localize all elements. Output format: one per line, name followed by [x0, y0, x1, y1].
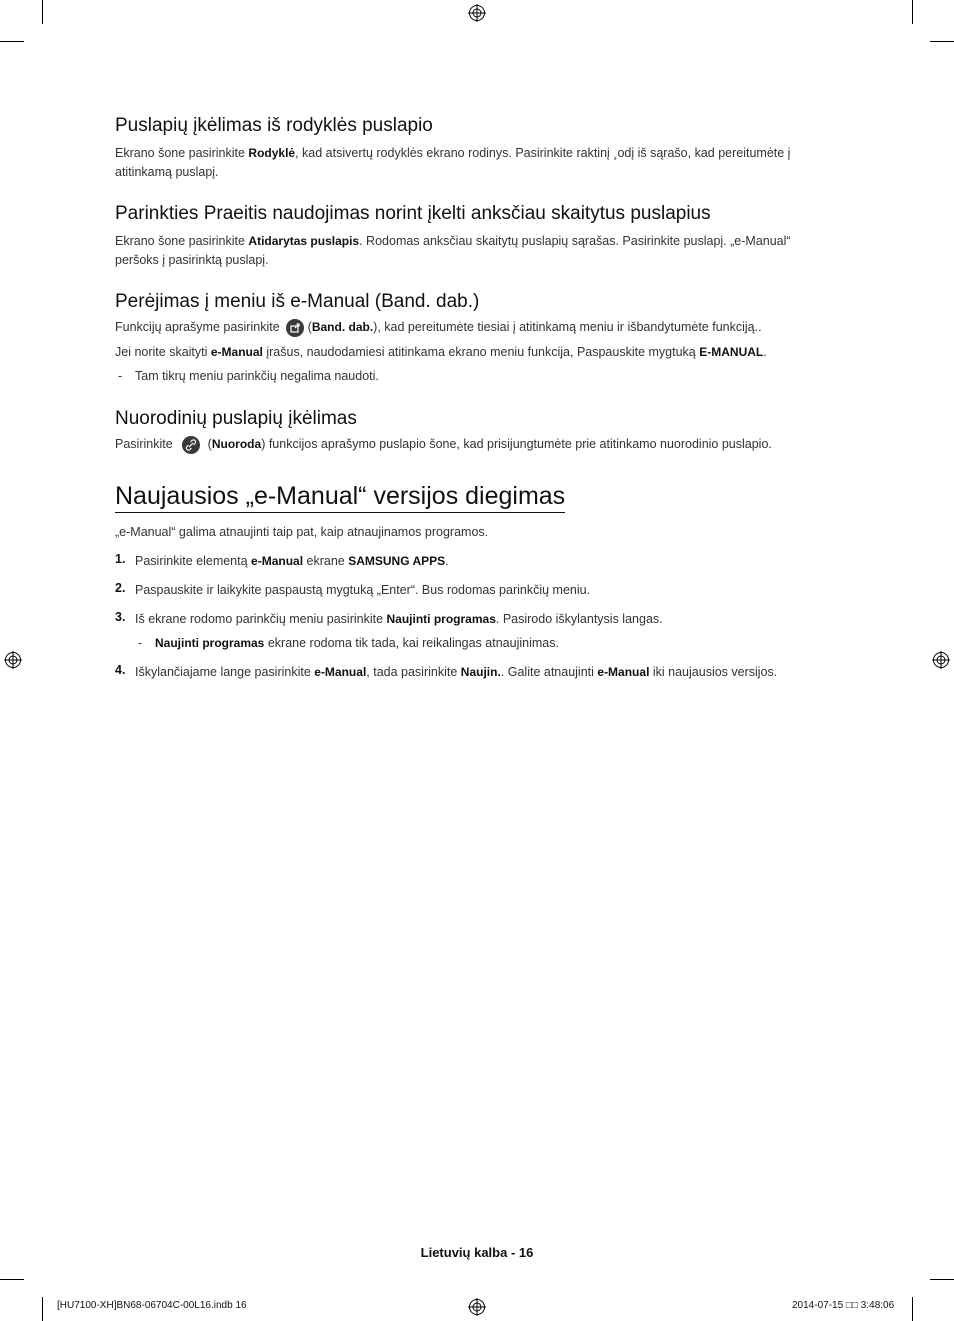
crop-mark: [0, 41, 24, 42]
menu-term: e-Manual: [597, 665, 650, 679]
registration-mark-icon: [4, 651, 22, 669]
step-text: [135, 610, 815, 629]
step-text: [135, 663, 815, 682]
menu-term: e-Manual: [314, 665, 367, 679]
section-text: [115, 343, 815, 362]
crop-mark: [42, 0, 43, 24]
section-title: Nuorodinių puslapių įkėlimas: [115, 408, 357, 429]
text: iki naujausios versijos.: [649, 665, 778, 679]
step-number: 2.: [115, 581, 126, 595]
crop-mark: [912, 0, 913, 24]
text: Pasirinkite: [115, 437, 173, 451]
crop-mark: [930, 1279, 954, 1280]
menu-term: SAMSUNG APPS: [348, 554, 446, 568]
menu-term: e-Manual: [251, 554, 304, 568]
text: .: [763, 345, 767, 359]
menu-term: Naujin.: [460, 665, 501, 679]
section-text: [115, 318, 815, 337]
crop-mark: [930, 41, 954, 42]
note: [115, 367, 815, 386]
section-title: Puslapių įkėlimas iš rodyklės puslapio: [115, 115, 433, 136]
text: Pasirinkite elementą: [135, 554, 252, 568]
menu-term: e-Manual: [210, 345, 263, 359]
step-number: 4.: [115, 663, 126, 677]
dash: -: [118, 369, 123, 383]
intro-text: „e-Manual“ galima atnaujinti taip pat, kaip atnaujinamos programos.: [115, 525, 489, 539]
try-now-icon: [286, 319, 304, 337]
dash: -: [138, 636, 143, 650]
text: ekrane rodoma tik tada, kai reikalingas atnaujinimas.: [264, 636, 559, 650]
text: , tada pasirinkite: [366, 665, 461, 679]
crop-mark: [0, 1279, 24, 1280]
menu-term: Nuoroda: [211, 437, 262, 451]
section-title: Parinkties Praeitis naudojimas norint įkelti anksčiau skaitytus puslapius: [115, 203, 711, 224]
text: ), kad pereitumėte tiesiai į atitinkamą meniu ir išbandytumėte funkciją..: [373, 320, 762, 334]
section-title: Perėjimas į meniu iš e-Manual (Band. dab.): [115, 291, 480, 312]
registration-mark-icon: [932, 651, 950, 669]
text: . Galite atnaujinti: [500, 665, 598, 679]
menu-term: Naujinti programas: [386, 612, 496, 626]
text: Paspauskite ir laikykite paspaustą mygtuką „Enter“. Bus rodomas parinkčių meniu.: [135, 583, 591, 597]
section-text: [115, 232, 815, 270]
text: Funkcijų aprašyme pasirinkite: [115, 320, 280, 334]
section-text: [115, 144, 815, 182]
text: . Rodomas anksčiau skaitytų puslapių sąrašas. Pasirinkite puslapį. „e-Manual“ peršoks į pasirinktą puslapį.: [115, 234, 791, 267]
text: (: [307, 320, 312, 334]
text: ekrane: [303, 554, 349, 568]
link-icon: [182, 436, 200, 454]
menu-term: Atidarytas puslapis: [248, 234, 360, 248]
page-title: Naujausios „e-Manual“ versijos diegimas: [115, 482, 565, 513]
crop-mark: [912, 1297, 913, 1321]
text: Iškylančiajame lange pasirinkite: [135, 665, 315, 679]
text: . Pasirodo iškylantysis langas.: [495, 612, 663, 626]
text: Jei norite skaityti: [115, 345, 211, 359]
registration-mark-icon: [468, 4, 486, 22]
text: Ekrano šone pasirinkite: [115, 234, 249, 248]
crop-mark: [42, 1297, 43, 1321]
file-label: [HU7100-XH]BN68-06704C-00L16.indb 16: [57, 1300, 247, 1311]
button-term: E-MANUAL: [699, 345, 764, 359]
text: Ekrano šone pasirinkite: [115, 146, 249, 160]
step-text: [135, 552, 815, 571]
registration-mark-icon: [468, 1298, 486, 1316]
text: , kad atsivertų rodyklės ekrano rodinys. Pasirinkite raktinį ¸odį iš sąrašo, kad pereitumėte į atitinkamą puslapį.: [115, 146, 791, 179]
text: įrašus, naudodamiesi atitinkama ekrano meniu funkcija, Paspauskite mygtuką: [262, 345, 700, 359]
text: ) funkcijos aprašymo puslapio šone, kad prisijungtumėte prie atitinkamo nuorodinio puslapio.: [261, 437, 772, 451]
page-number: Lietuvių kalba - 16: [420, 1245, 534, 1260]
text: .: [445, 554, 449, 568]
step-note: [135, 634, 815, 653]
note-text: Tam tikrų meniu parinkčių negalima naudoti.: [135, 369, 379, 383]
menu-term: Naujinti programas: [155, 636, 265, 650]
menu-term: Rodyklė: [248, 146, 296, 160]
step-number: 1.: [115, 552, 126, 566]
text: (: [207, 437, 212, 451]
step-text: [135, 581, 815, 600]
menu-term: Band. dab.: [311, 320, 374, 334]
text: Iš ekrane rodomo parinkčių meniu pasirinkite: [135, 612, 387, 626]
section-text: [115, 435, 815, 454]
print-datetime: 2014-07-15 □□ 3:48:06: [792, 1300, 895, 1311]
step-number: 3.: [115, 610, 126, 624]
